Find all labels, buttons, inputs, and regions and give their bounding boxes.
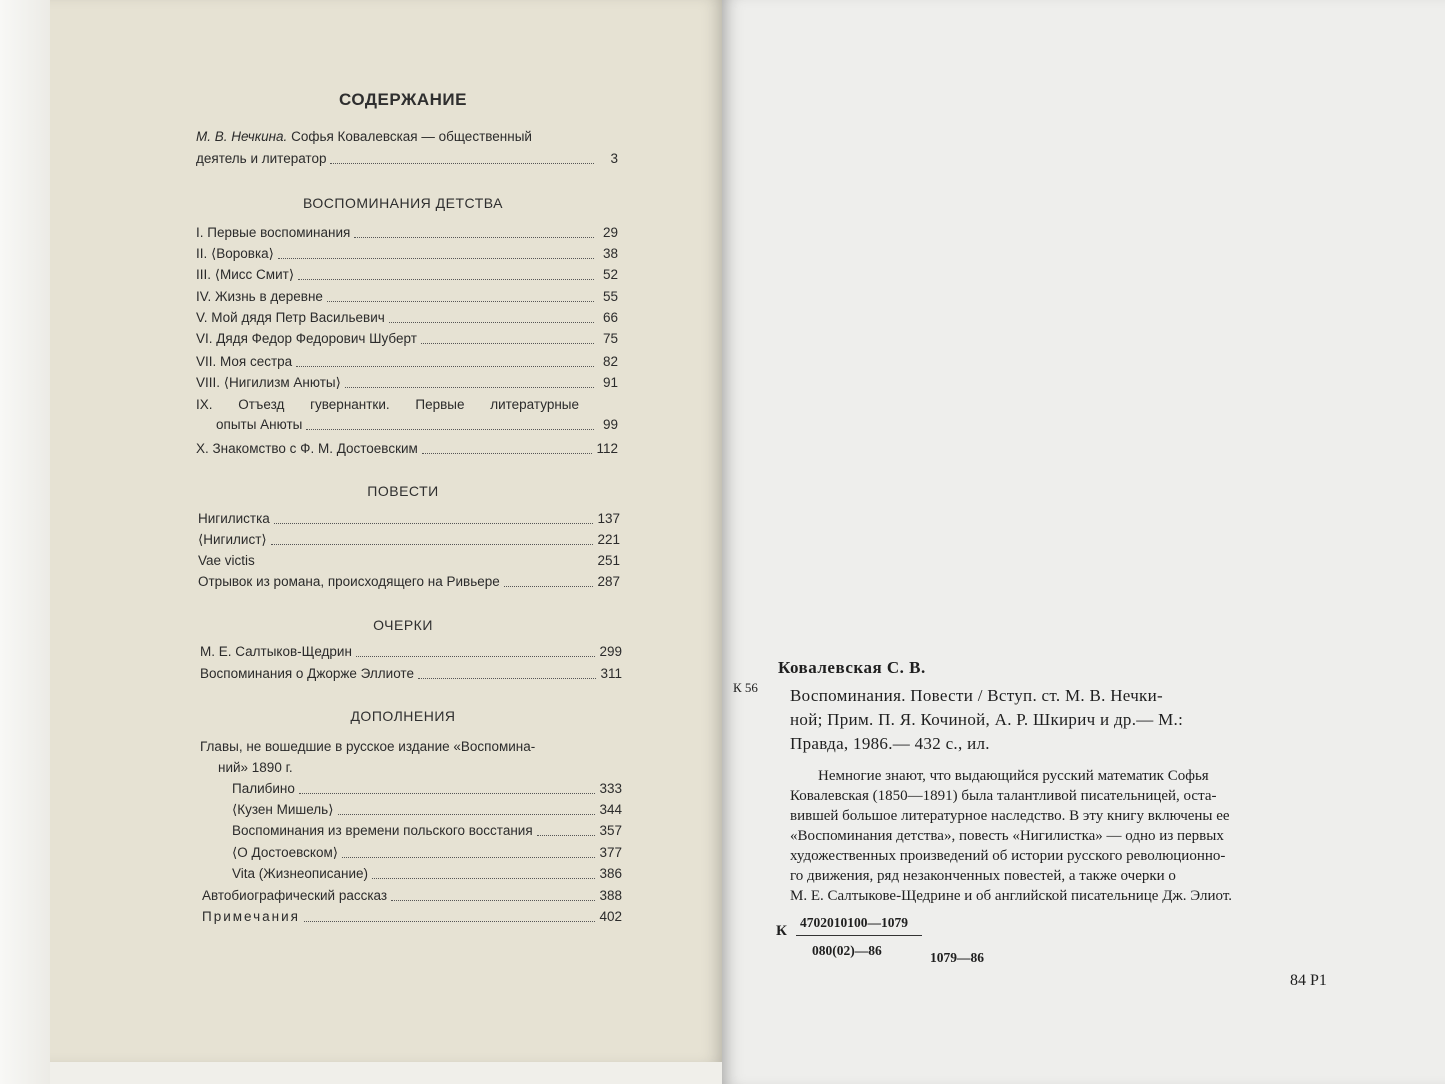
- leader-dots: [298, 279, 594, 280]
- leader-dots: [299, 793, 596, 794]
- toc-item-label: III. ⟨Мисс Смит⟩: [196, 267, 295, 282]
- toc-item: [196, 309, 618, 327]
- page-number: 91: [602, 375, 618, 390]
- catalog-author: Ковалевская С. В.: [778, 658, 926, 677]
- page-number: 75: [602, 331, 618, 346]
- catalog-bib-line: Воспоминания. Повести / Вступ. ст. М. В. Нечки-: [790, 686, 1163, 705]
- toc-item-label: VIII. ⟨Нигилизм Анюты⟩: [196, 375, 341, 390]
- toc-item-label: ⟨О Достоевском⟩: [232, 845, 339, 860]
- toc-item-label: Воспоминания о Джорже Эллиоте: [200, 666, 414, 681]
- annotation-line: художественных произведений об истории русского революционно-: [790, 848, 1226, 864]
- toc-item: [196, 353, 618, 371]
- leader-dots: [304, 921, 596, 922]
- toc-item: [216, 416, 618, 434]
- page-number: 221: [597, 532, 620, 547]
- toc-item: [202, 908, 622, 926]
- leader-dots: [345, 387, 594, 388]
- bbk-code: 84 Р1: [1290, 972, 1327, 989]
- isbn-suffix: 1079—86: [930, 950, 984, 965]
- annotation-line: го движения, ряд незаконченных повестей, а также очерки о: [790, 868, 1176, 884]
- toc-intro-author: М. В. Нечкина.: [196, 129, 288, 144]
- leader-dots: [418, 678, 597, 679]
- page-number: 311: [600, 666, 622, 681]
- toc-item-label: I. Первые воспоминания: [196, 225, 351, 240]
- toc-item-label: Воспоминания из времени польского восстания: [232, 823, 533, 838]
- annotation-line: Немногие знают, что выдающийся русский математик Софья: [818, 768, 1209, 784]
- page-number: 52: [602, 267, 618, 282]
- toc-item: [196, 374, 618, 392]
- toc-item: [202, 887, 622, 905]
- toc-item: [232, 822, 622, 840]
- annotation-line: «Воспоминания детства», повесть «Нигилистка» — одно из первых: [790, 828, 1224, 844]
- page-number: 251: [597, 553, 620, 568]
- leader-dots: [389, 322, 594, 323]
- toc-item: [196, 266, 618, 284]
- page-number: 344: [599, 802, 622, 817]
- toc-item-label: VII. Моя сестра: [196, 354, 293, 369]
- toc-item: [196, 224, 618, 242]
- toc-item-label: II. ⟨Воровка⟩: [196, 246, 274, 261]
- leader-dots: [537, 835, 596, 836]
- page-number: 137: [597, 511, 620, 526]
- toc-item-label: Палибино: [232, 781, 295, 796]
- leader-dots: [338, 814, 596, 815]
- toc-item: [232, 780, 622, 798]
- section-title-appendix: ДОПОЛНЕНИЯ: [350, 708, 456, 724]
- leader-dots: [274, 523, 594, 524]
- toc-title: СОДЕРЖАНИЕ: [339, 90, 467, 109]
- toc-item: [196, 440, 618, 458]
- section-title-essays: ОЧЕРКИ: [373, 617, 433, 633]
- annotation-line: вившей большое литературное наследство. В эту книгу включены ее: [790, 808, 1230, 824]
- toc-item-label: ⟨Нигилист⟩: [198, 532, 267, 547]
- section-title-stories: ПОВЕСТИ: [367, 483, 439, 499]
- leader-dots: [356, 656, 596, 657]
- toc-intro-line-1: [196, 128, 532, 146]
- toc-item: [200, 665, 622, 683]
- catalog-bib-line: ной; Прим. П. Я. Кочиной, А. Р. Шкирич и др.— М.:: [790, 710, 1184, 729]
- annotation-line: М. Е. Салтыкове-Щедрине и об английской писательнице Дж. Элиот.: [790, 888, 1232, 904]
- isbn-letter: К: [776, 923, 787, 939]
- toc-intro-text1: Софья Ковалевская — общественный: [291, 129, 532, 144]
- isbn-denominator: 080(02)—86: [812, 943, 882, 958]
- page-number: 112: [596, 441, 618, 456]
- toc-item: [196, 245, 618, 263]
- page-number: 287: [597, 574, 620, 589]
- page-margin-left: [0, 0, 50, 1084]
- page-number: 55: [602, 289, 618, 304]
- leader-dots: [271, 544, 594, 545]
- leader-dots: [422, 453, 593, 454]
- toc-item-label: Примечания: [202, 909, 300, 924]
- page-number: 82: [602, 354, 618, 369]
- toc-intro-line-2: [196, 150, 618, 168]
- page-number: 66: [602, 310, 618, 325]
- leader-dots: [421, 343, 594, 344]
- toc-item: [200, 643, 622, 661]
- toc-item: [198, 510, 620, 528]
- toc-item-label: Автобиографический рассказ: [202, 888, 388, 903]
- page-number: 357: [599, 823, 622, 838]
- leader-dots: [327, 301, 594, 302]
- page-number: 388: [599, 888, 622, 903]
- catalog-bib-line: Правда, 1986.— 432 с., ил.: [790, 734, 990, 753]
- page-number: 99: [602, 417, 618, 432]
- toc-item-label: М. Е. Салтыков-Щедрин: [200, 644, 352, 659]
- toc-item-label: X. Знакомство с Ф. М. Достоевским: [196, 441, 418, 456]
- annotation-line: Ковалевская (1850—1891) была талантливой писательницей, оста-: [790, 788, 1217, 804]
- appendix-intro-line1: Главы, не вошедшие в русское издание «Воспомина-: [200, 739, 536, 754]
- toc-item: [232, 844, 622, 862]
- toc-item-label-line1: IX. Отъезд гувернантки. Первые литературные: [196, 397, 579, 412]
- toc-item-label: VI. Дядя Федор Федорович Шуберт: [196, 331, 417, 346]
- toc-intro-text2: деятель и литератор: [196, 151, 327, 166]
- page-number: 386: [599, 866, 622, 881]
- toc-item: [198, 552, 620, 570]
- toc-item-label: Отрывок из романа, происходящего на Ривьере: [198, 574, 500, 589]
- catalog-code: К 56: [733, 680, 758, 695]
- appendix-intro-line2: ний» 1890 г.: [218, 760, 293, 775]
- page-number: 29: [602, 225, 618, 240]
- isbn-numerator: 4702010100—1079: [800, 915, 908, 930]
- leader-dots: [354, 237, 594, 238]
- leader-dots: [278, 258, 594, 259]
- page-bottom-edge: [50, 1062, 722, 1084]
- leader-dots: [306, 429, 594, 430]
- toc-item: [196, 330, 618, 348]
- toc-item-label: IV. Жизнь в деревне: [196, 289, 323, 304]
- toc-item: [232, 801, 622, 819]
- toc-item-label: Нигилистка: [198, 511, 270, 526]
- leader-dots: [330, 163, 594, 164]
- section-title-memories: ВОСПОМИНАНИЯ ДЕТСТВА: [303, 195, 503, 211]
- leader-dots: [391, 900, 595, 901]
- toc-item-label: Vita (Жизнеописание): [232, 866, 369, 881]
- leader-dots: [372, 878, 595, 879]
- page-number: 38: [602, 246, 618, 261]
- toc-item: [196, 288, 618, 306]
- toc-item-label: опыты Анюты: [216, 417, 303, 432]
- page-number: 377: [599, 845, 622, 860]
- toc-item: [198, 573, 620, 591]
- page-number: 333: [599, 781, 622, 796]
- page-number: 402: [599, 909, 622, 924]
- leader-dots: [342, 857, 595, 858]
- leader-dots: [504, 586, 594, 587]
- fraction-rule: [796, 935, 922, 936]
- toc-item-label: Vae victis: [198, 553, 255, 568]
- toc-item-label: V. Мой дядя Петр Васильевич: [196, 310, 385, 325]
- page-number: 299: [599, 644, 622, 659]
- leader-dots: [296, 366, 594, 367]
- toc-item-label: ⟨Кузен Мишель⟩: [232, 802, 334, 817]
- toc-item: [198, 531, 620, 549]
- toc-item: [232, 865, 622, 883]
- page-number: 3: [610, 151, 618, 166]
